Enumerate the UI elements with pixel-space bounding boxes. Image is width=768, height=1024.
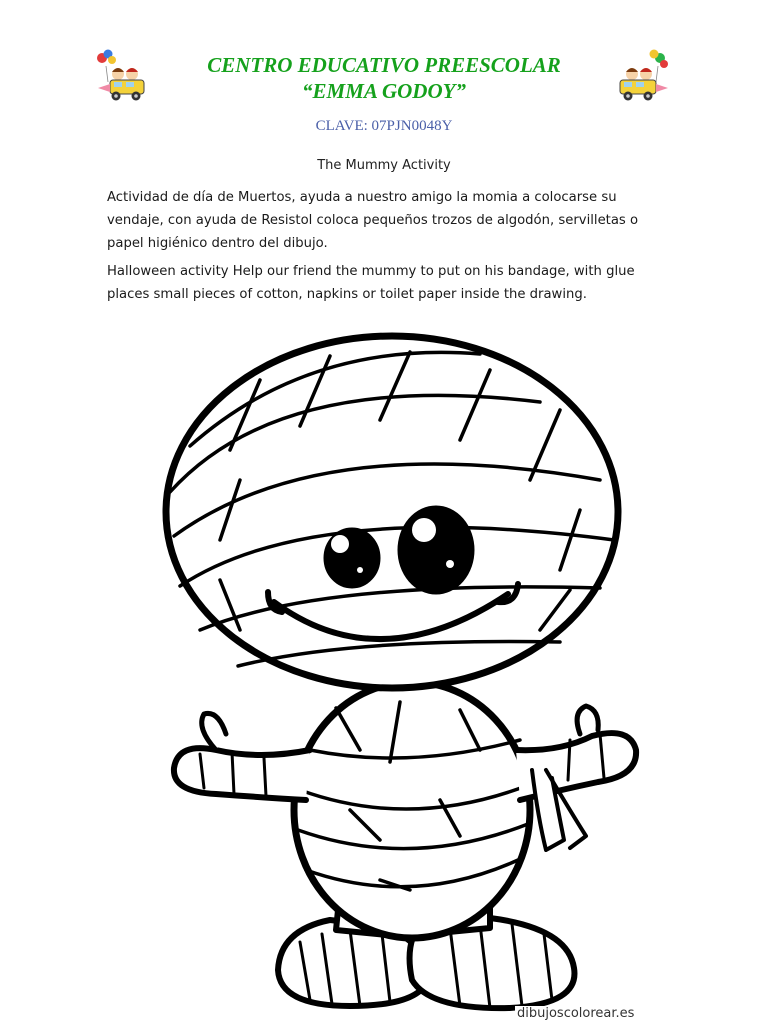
instructions-spanish: Actividad de día de Muertos, ayuda a nuestro amigo la momia a colocarse su vendaje, con ayuda de Resistol coloca pequeños trozos de algodón, servilletas o papel higiénico dentro del dibujo. xyxy=(107,190,639,251)
school-bus-kids-icon xyxy=(610,48,674,110)
mummy-illustration xyxy=(160,330,640,1020)
document-title: The Mummy Activity xyxy=(317,158,451,173)
image-credit: dibujoscolorear.es xyxy=(517,1006,635,1021)
school-code: CLAVE: 07PJN0048Y xyxy=(315,118,453,134)
school-subname: “EMMA GODOY” xyxy=(302,79,466,103)
school-header xyxy=(150,52,618,104)
school-bus-kids-icon xyxy=(92,48,156,110)
school-name: CENTRO EDUCATIVO PREESCOLAR xyxy=(207,53,561,77)
school-logo-left xyxy=(92,48,156,110)
mummy-coloring-page-icon xyxy=(160,330,640,1020)
school-logo-right xyxy=(610,48,674,110)
instructions-english: Halloween activity Help our friend the mummy to put on his bandage, with glue places small pieces of cotton, napkins or toilet paper inside the drawing. xyxy=(107,264,635,302)
